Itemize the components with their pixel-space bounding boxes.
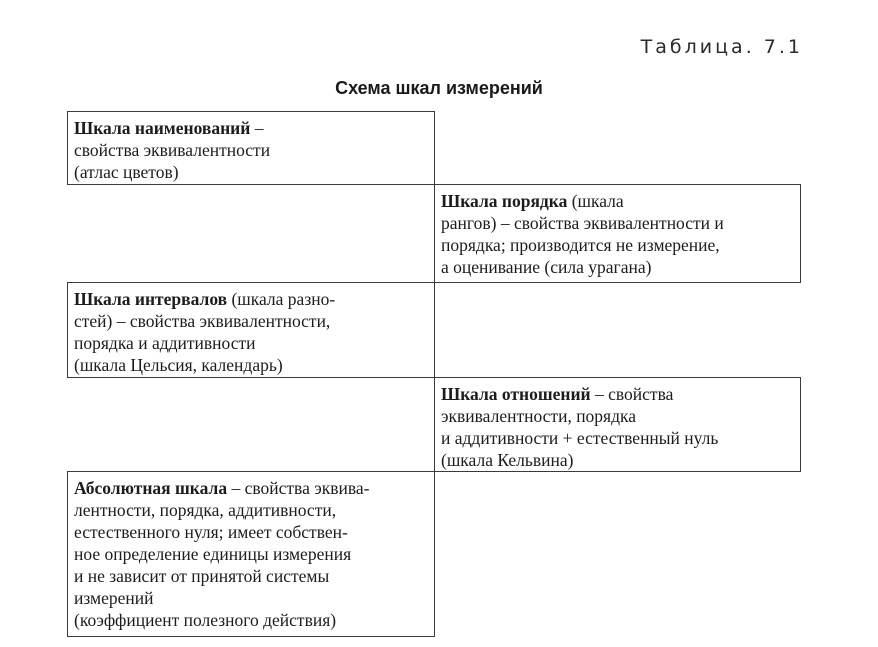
- scale-name: Шкала порядка: [441, 191, 568, 211]
- scale-description: и аддитивности + естественный нуль: [441, 428, 719, 448]
- scale-text-line: [74, 354, 428, 376]
- scale-text-line: [441, 256, 794, 278]
- scale-text-line: [74, 521, 428, 543]
- scale-description: (шкала: [567, 191, 624, 211]
- scale-description: рангов) – свойства эквивалентности и: [441, 213, 724, 233]
- scale-description: – свойства: [590, 384, 674, 404]
- scale-description: порядка и аддитивности: [74, 333, 256, 353]
- scale-description: (шкала разно-: [227, 289, 336, 309]
- scale-box-nominal: [67, 111, 435, 185]
- scale-description: –: [250, 118, 264, 138]
- scale-text-line: [441, 449, 794, 471]
- scale-description: (коэффициент полезного действия): [74, 610, 337, 630]
- scale-description: лентности, порядка, аддитивности,: [74, 500, 337, 520]
- table-number: Таблица. 7.1: [640, 36, 803, 58]
- scale-text-line: [74, 609, 428, 631]
- scale-text-line: [441, 234, 794, 256]
- scale-name: Шкала наименований: [74, 118, 251, 138]
- scale-description: стей) – свойства эквивалентности,: [74, 311, 331, 331]
- scale-text-line: [74, 587, 428, 609]
- scale-text-line: [74, 543, 428, 565]
- scale-description: (шкала Цельсия, календарь): [74, 355, 283, 375]
- scale-text-line: [441, 405, 794, 427]
- scale-description: (шкала Кельвина): [441, 450, 574, 470]
- scale-name: Шкала интервалов: [74, 289, 228, 309]
- scale-text-line: [441, 212, 794, 234]
- scale-description: эквивалентности, порядка: [441, 406, 637, 426]
- scale-description: и не зависит от принятой системы: [74, 566, 330, 586]
- scale-box-ordinal: [434, 184, 801, 283]
- scale-text-line: [74, 161, 428, 183]
- scale-description: ное определение единицы измерения: [74, 544, 352, 564]
- scale-text-line: [74, 288, 428, 310]
- scale-text-line: [74, 332, 428, 354]
- scale-text-line: [74, 565, 428, 587]
- scale-description: естественного нуля; имеет собствен-: [74, 522, 348, 542]
- scale-name: Шкала отношений: [441, 384, 591, 404]
- scale-description: (атлас цветов): [74, 162, 179, 182]
- table-title: Схема шкал измерений: [335, 78, 543, 98]
- scale-name: Абсолютная шкала: [74, 478, 228, 498]
- scale-text-line: [74, 139, 428, 161]
- scale-box-ratio: [434, 377, 801, 472]
- scale-text-line: [74, 477, 428, 499]
- scale-description: – свойства эквива-: [227, 478, 370, 498]
- scale-box-absolute: [67, 471, 435, 637]
- scale-text-line: [441, 190, 794, 212]
- scale-text-line: [74, 310, 428, 332]
- scale-text-line: [441, 383, 794, 405]
- scale-description: порядка; производится не измерение,: [441, 235, 720, 255]
- scale-text-line: [441, 427, 794, 449]
- scale-text-line: [74, 117, 428, 139]
- scale-box-interval: [67, 282, 435, 378]
- scale-description: измерений: [74, 588, 154, 608]
- scale-text-line: [74, 499, 428, 521]
- scale-description: свойства эквивалентности: [74, 140, 271, 160]
- scale-description: а оценивание (сила урагана): [441, 257, 652, 277]
